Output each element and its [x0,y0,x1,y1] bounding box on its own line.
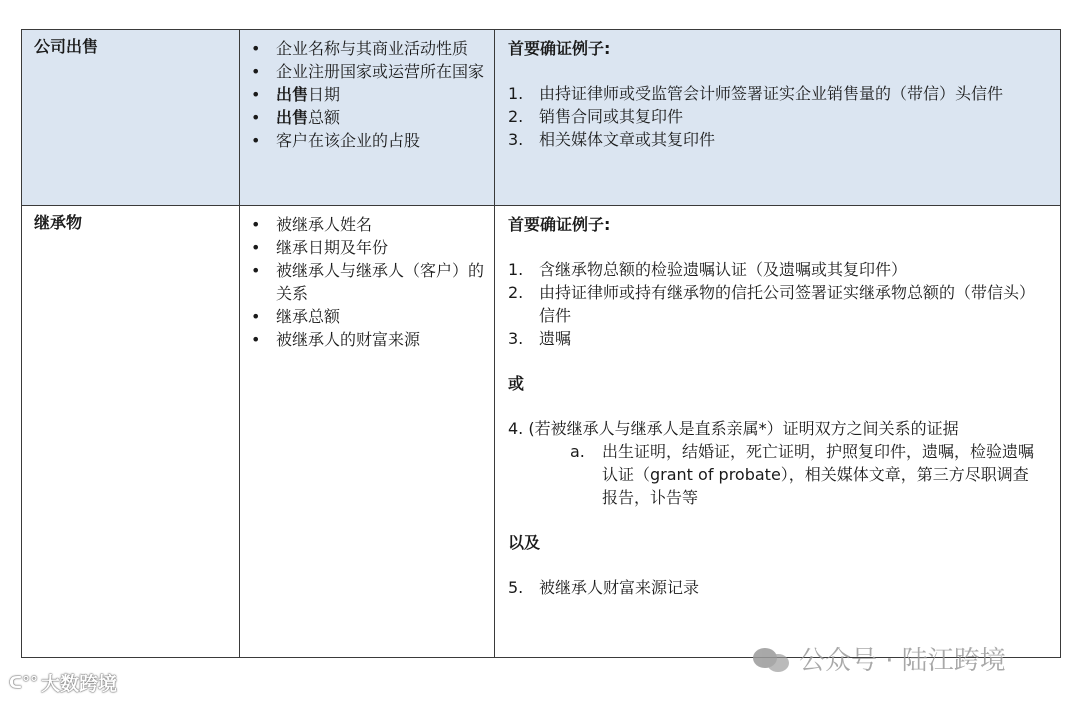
list-item: • 企业名称与其商业活动性质 [251,39,469,58]
bullet-icon: • [251,215,261,234]
list-item: • 企业注册国家或运营所在国家 [251,62,485,81]
evidence-item: 5. 被继承人财富来源记录 [508,578,700,597]
evidence-heading: 首要确证例子: [508,215,611,234]
fields-list [240,37,488,152]
evidence-item: 3. 遗嘱 [508,329,572,348]
list-item: • 被继承人与继承人（客户）的关系 [251,261,485,303]
list-item: • 客户在该企业的占股 [251,131,421,150]
category-cell [22,30,240,206]
list-item: • 被继承人姓名 [251,215,373,234]
evidence-item: 2. 销售合同或其复印件 [508,107,684,126]
fields-cell [240,30,495,206]
watermark-left [9,669,117,696]
watermark-right-text: 公众号 · 陆江跨境 [799,646,1006,676]
or-label: 或 [508,374,525,393]
bullet-icon: • [251,131,261,150]
evidence-subitem: a. 出生证明，结婚证，死亡证明，护照复印件，遗嘱，检验遗嘱认证（grant of probate），相关媒体文章，第三方尽职调查报告，讣告等 [570,442,1035,507]
table-row-company-sale [22,30,1061,206]
category-label: 公司出售 [34,37,99,56]
evidence-item: 3. 相关媒体文章或其复印件 [508,130,716,149]
fields-list [240,213,488,351]
bullet-icon: • [251,238,261,257]
bullet-icon: • [251,39,261,58]
bullet-icon: • [251,62,261,81]
table-row-inheritance [22,206,1061,658]
bullet-icon: • [251,108,261,127]
bullet-icon: • [251,261,261,280]
fields-cell [240,206,495,658]
list-item: • 继承总额 [251,307,341,326]
category-cell [22,206,240,658]
category-label: 继承物 [34,213,83,232]
evidence-table [21,29,1061,658]
logo-icon: ᑕ°° [9,673,39,692]
evidence-cell [495,30,1061,206]
list-item: • 被继承人的财富来源 [251,330,421,349]
watermark-left-text: 大数跨境 [41,673,118,695]
list-item: • 出售日期 [251,85,341,104]
evidence-heading: 首要确证例子: [508,39,611,58]
wechat-icon [753,646,791,672]
list-item: • 继承日期及年份 [251,238,389,257]
list-item: • 出售总额 [251,108,341,127]
evidence-item: 2. 由持证律师或持有继承物的信托公司签署证实继承物总额的（带信头）信件 [508,283,1036,325]
watermark-right [753,640,1006,677]
evidence-item: 4. (若被继承人与继承人是直系亲属*）证明双方之间关系的证据 [508,419,959,438]
evidence-cell [495,206,1061,658]
bullet-icon: • [251,85,261,104]
and-label: 以及 [508,533,541,552]
bullet-icon: • [251,307,261,326]
bullet-icon: • [251,330,261,349]
evidence-item: 1. 含继承物总额的检验遗嘱认证（及遗嘱或其复印件） [508,260,908,279]
evidence-item: 1. 由持证律师或受监管会计师签署证实企业销售量的（带信）头信件 [508,84,1004,103]
